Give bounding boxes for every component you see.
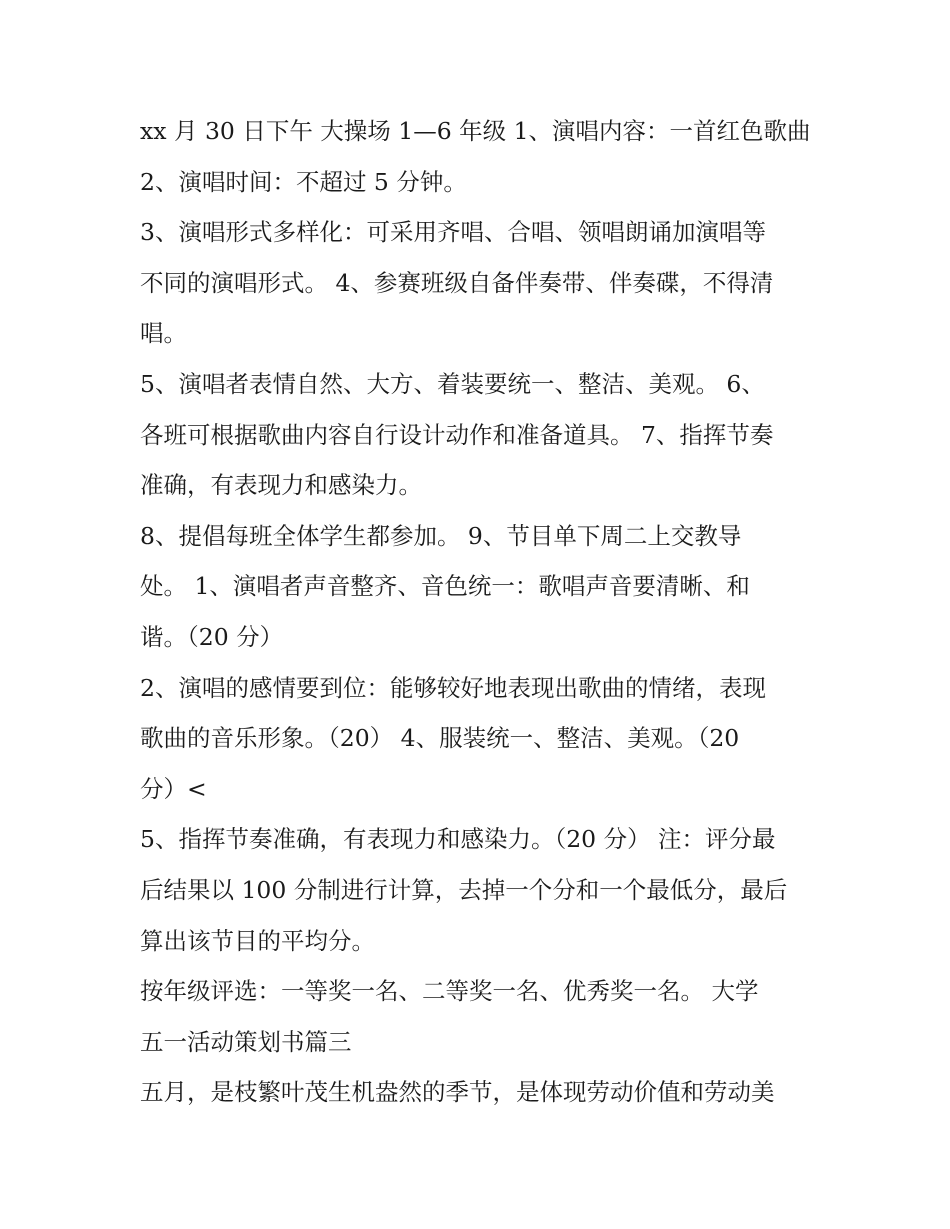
text-line: 唱。 (140, 319, 187, 348)
text-line: 5、演唱者表情自然、大方、着装要统一、整洁、美观。 6、 (140, 369, 765, 398)
text-line: 5、指挥节奏准确，有表现力和感染力。（20 分） 注：评分最 (140, 825, 776, 854)
text-line: 算出该节目的平均分。 (140, 926, 375, 955)
text-line: 2、演唱的感情要到位：能够较好地表现出歌曲的情绪，表现 (140, 673, 766, 702)
document-body (140, 106, 830, 1118)
text-line: 各班可根据歌曲内容自行设计动作和准备道具。 7、指挥节奏 (140, 420, 774, 449)
text-line: 按年级评选：一等奖一名、二等奖一名、优秀奖一名。 大学 (140, 977, 759, 1006)
section-heading: 五一活动策划书篇三 (140, 1027, 352, 1056)
text-line: 分）< (140, 774, 207, 803)
text-line: 8、提倡每班全体学生都参加。 9、节目单下周二上交教导 (140, 521, 742, 550)
text-line: 准确，有表现力和感染力。 (140, 471, 422, 500)
text-line: xx 月 30 日下午 大操场 1—6 年级 1、演唱内容：一首红色歌曲 (140, 117, 811, 145)
text-line: 五月，是枝繁叶茂生机盎然的季节，是体现劳动价值和劳动美 (140, 1078, 775, 1107)
text-line: 谐。（20 分） (140, 622, 284, 651)
text-line: 后结果以 100 分制进行计算，去掉一个分和一个最低分，最后 (140, 875, 788, 904)
text-line: 3、演唱形式多样化：可采用齐唱、合唱、领唱朗诵加演唱等 (140, 218, 766, 247)
text-line: 歌曲的音乐形象。（20） 4、服装统一、整洁、美观。（20 (140, 724, 740, 753)
text-line: 处。 1、演唱者声音整齐、音色统一：歌唱声音要清晰、和 (140, 572, 750, 601)
text-line: 2、演唱时间：不超过 5 分钟。 (140, 167, 467, 196)
text-line: 不同的演唱形式。 4、参赛班级自备伴奏带、伴奏碟，不得清 (140, 268, 774, 297)
